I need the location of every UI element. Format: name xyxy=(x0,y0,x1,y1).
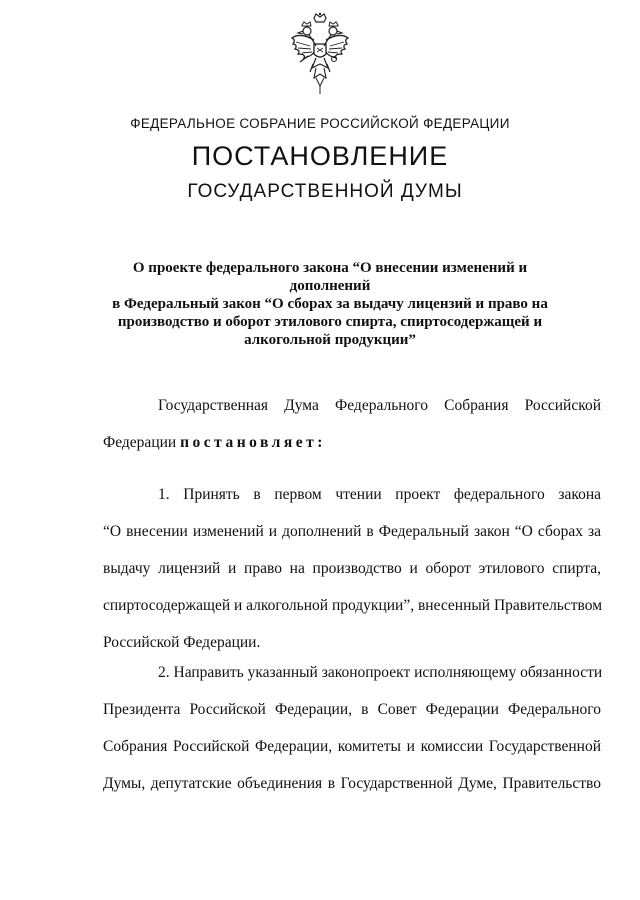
subject-line: О проекте федерального закона “О внесении изменений и дополнений xyxy=(132,260,528,294)
preamble-paragraph xyxy=(103,396,601,470)
item-1-paragraph xyxy=(103,485,601,670)
decree-word: постановляет: xyxy=(180,434,326,451)
paragraph-line: Собрания Российской Федерации, комитеты и комиссии Государственной xyxy=(103,738,601,755)
document-issuer-title: ГОСУДАРСТВЕННОЙ ДУМЫ xyxy=(187,181,463,202)
paragraph-line: 2. Направить указанный законопроект исполняющему обязанности xyxy=(158,664,603,681)
paragraph-line: спиртосодержащей и алкогольной продукции”, внесенный Правительством xyxy=(103,597,602,614)
subject-line: в Федеральный закон “О сборах за выдачу лицензий и право на xyxy=(112,296,548,312)
coat-of-arms-icon xyxy=(286,12,354,96)
paragraph-line: Думы, депутатские объединения в Государственной Думе, Правительство xyxy=(103,775,601,792)
subject-line: алкогольной продукции” xyxy=(244,332,416,348)
paragraph-line: 1. Принять в первом чтении проект федерального закона xyxy=(158,486,601,503)
paragraph-line: Российской Федерации. xyxy=(103,634,261,651)
assembly-name: ФЕДЕРАЛЬНОЕ СОБРАНИЕ РОССИЙСКОЙ ФЕДЕРАЦИИ xyxy=(130,116,510,131)
resolution-subject xyxy=(100,259,560,349)
paragraph-line: Президента Российской Федерации, в Совет Федерации Федерального xyxy=(103,701,601,718)
item-2-paragraph xyxy=(103,663,601,811)
paragraph-line: выдачу лицензий и право на производство и оборот этилового спирта, xyxy=(103,560,601,577)
paragraph-line: “О внесении изменений и дополнений в Федеральный закон “О сборах за xyxy=(103,523,601,540)
preamble-line: Государственная Дума Федерального Собрания Российской xyxy=(158,397,601,414)
preamble-text: Федерации xyxy=(103,434,181,451)
subject-line: производство и оборот этилового спирта, спиртосодержащей и xyxy=(117,314,543,330)
document-type-title: ПОСТАНОВЛЕНИЕ xyxy=(191,141,449,171)
preamble-line xyxy=(103,433,601,470)
